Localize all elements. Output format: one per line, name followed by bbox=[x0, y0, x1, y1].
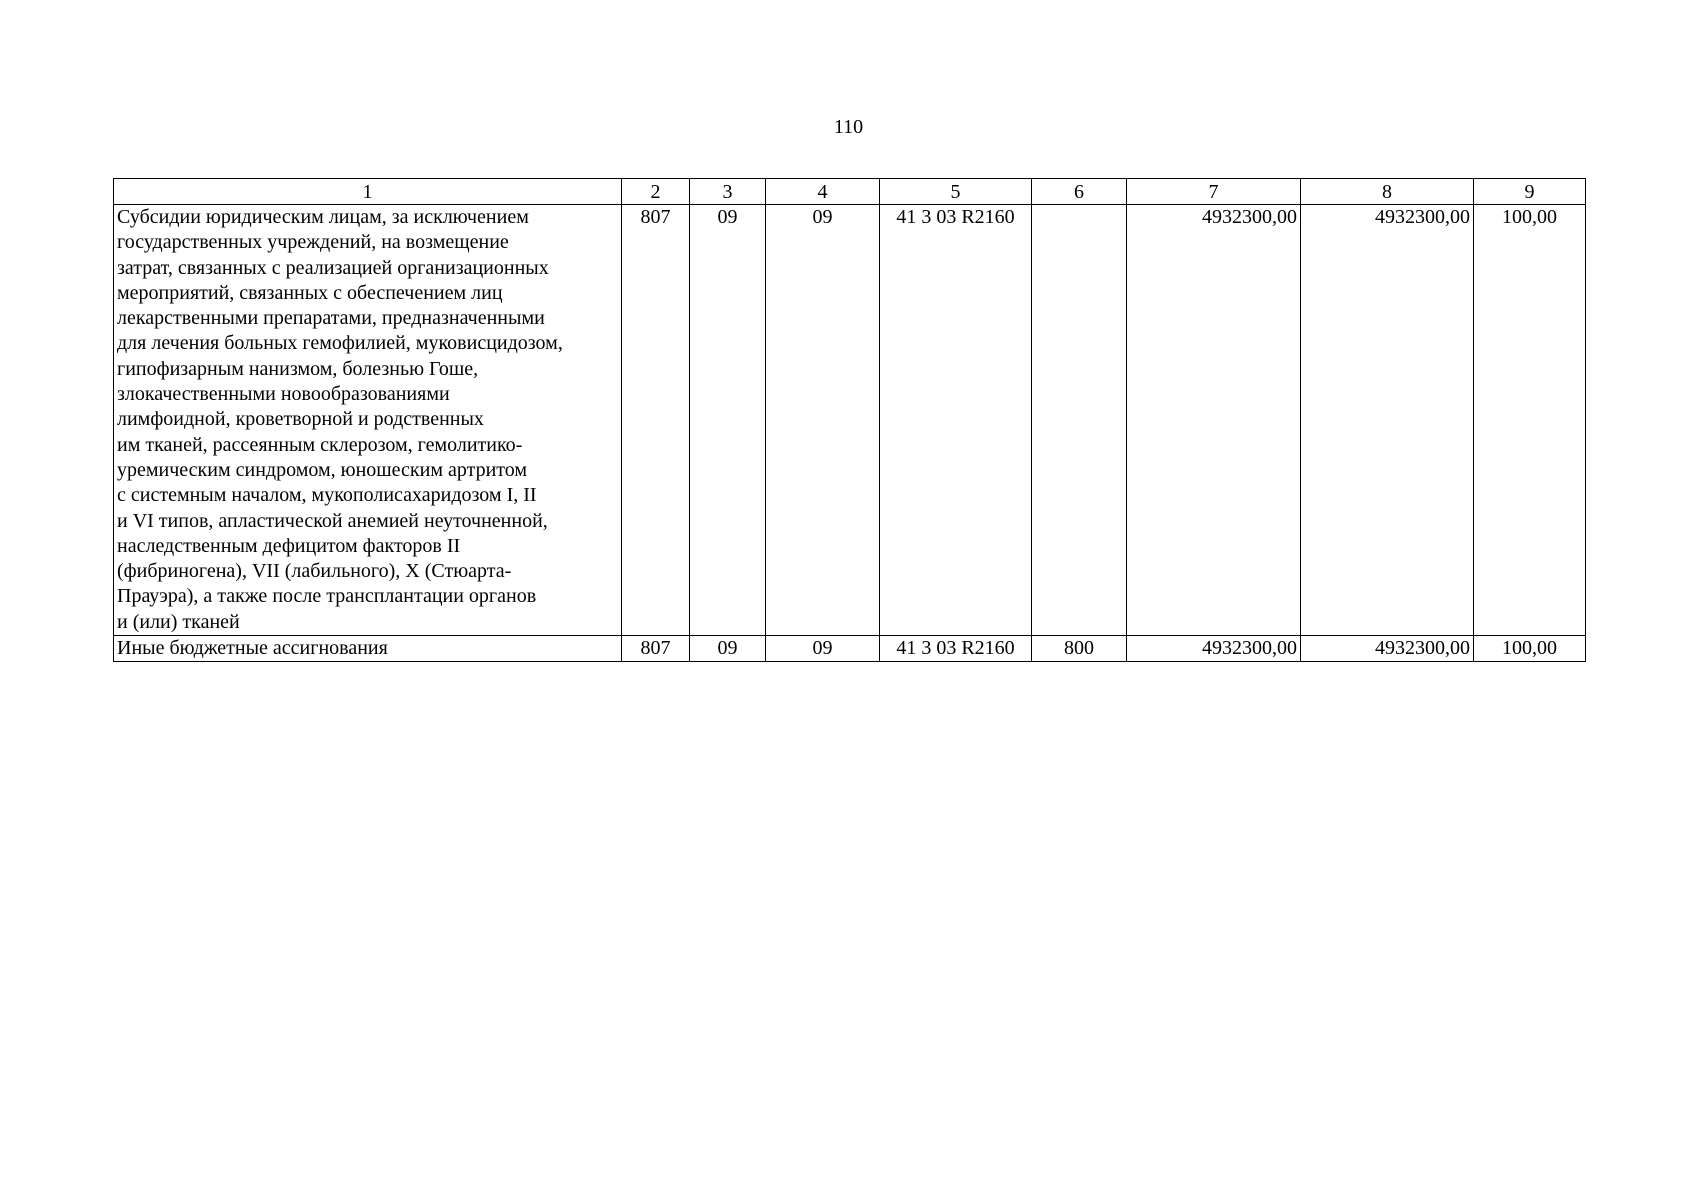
row1-name-line: затрат, связанных с реализацией организационных bbox=[117, 256, 549, 279]
row1-name-line: мероприятий, связанных с обеспечением лиц bbox=[117, 281, 503, 304]
row2-col8-cell: 4932300,00 bbox=[1301, 636, 1474, 662]
row1-name-line: государственных учреждений, на возмещение bbox=[117, 231, 509, 254]
row1-col8-cell: 4932300,00 bbox=[1301, 205, 1474, 636]
row1-name-line: (фибриногена), VII (лабильного), X (Стюарта- bbox=[117, 560, 512, 583]
row1-col7-cell: 4932300,00 bbox=[1127, 205, 1301, 636]
row1-name-line: злокачественными новообразованиями bbox=[117, 383, 450, 406]
row2-col7-cell: 4932300,00 bbox=[1127, 636, 1301, 662]
row2-col3-cell: 09 bbox=[690, 636, 766, 662]
row1-name-cell bbox=[114, 205, 622, 636]
row2-col4-cell: 09 bbox=[766, 636, 880, 662]
row1-name-line: с системным началом, мукополисахаридозом I, II bbox=[117, 484, 537, 507]
header-cell-5: 5 bbox=[880, 179, 1032, 205]
row1-name-line: наследственным дефицитом факторов II bbox=[117, 534, 461, 557]
row1-name-line: лекарственными препаратами, предназначенными bbox=[117, 307, 545, 330]
table-row bbox=[114, 205, 1586, 636]
header-cell-9: 9 bbox=[1474, 179, 1586, 205]
header-cell-3: 3 bbox=[690, 179, 766, 205]
row2-name-cell: Иные бюджетные ассигнования bbox=[114, 636, 622, 662]
header-row bbox=[114, 179, 1586, 205]
page-number: 110 bbox=[833, 116, 864, 138]
header-cell-1: 1 bbox=[114, 179, 622, 205]
row1-name-line: гипофизарным нанизмом, болезнью Гоше, bbox=[117, 357, 479, 380]
row1-col4-cell: 09 bbox=[766, 205, 880, 636]
row1-name-line: Прауэра), а также после трансплантации органов bbox=[117, 585, 537, 608]
budget-table bbox=[113, 178, 1586, 662]
header-cell-7: 7 bbox=[1127, 179, 1301, 205]
row1-name-line: и VI типов, апластической анемией неуточненной, bbox=[117, 509, 548, 532]
header-cell-8: 8 bbox=[1301, 179, 1474, 205]
row1-name-line: для лечения больных гемофилией, муковисцидозом, bbox=[117, 332, 563, 355]
row1-col3-cell: 09 bbox=[690, 205, 766, 636]
row2-col2-cell: 807 bbox=[622, 636, 690, 662]
header-cell-4: 4 bbox=[766, 179, 880, 205]
row1-name-line: им тканей, рассеянным склерозом, гемолитико- bbox=[117, 433, 523, 456]
row1-col5-cell: 41 3 03 R2160 bbox=[880, 205, 1032, 636]
row1-col6-cell bbox=[1032, 205, 1127, 636]
row1-col2-cell: 807 bbox=[622, 205, 690, 636]
table-row bbox=[114, 636, 1586, 662]
row2-col6-cell: 800 bbox=[1032, 636, 1127, 662]
row2-col5-cell: 41 3 03 R2160 bbox=[880, 636, 1032, 662]
row1-name-line: и (или) тканей bbox=[117, 610, 240, 633]
header-cell-6: 6 bbox=[1032, 179, 1127, 205]
header-cell-2: 2 bbox=[622, 179, 690, 205]
row2-col9-cell: 100,00 bbox=[1474, 636, 1586, 662]
row1-name-line: лимфоидной, кроветворной и родственных bbox=[117, 408, 484, 431]
row1-name-line: уремическим синдромом, юношеским артритом bbox=[117, 458, 528, 481]
row1-col9-cell: 100,00 bbox=[1474, 205, 1586, 636]
row1-name-line: Субсидии юридическим лицам, за исключением bbox=[117, 206, 529, 228]
